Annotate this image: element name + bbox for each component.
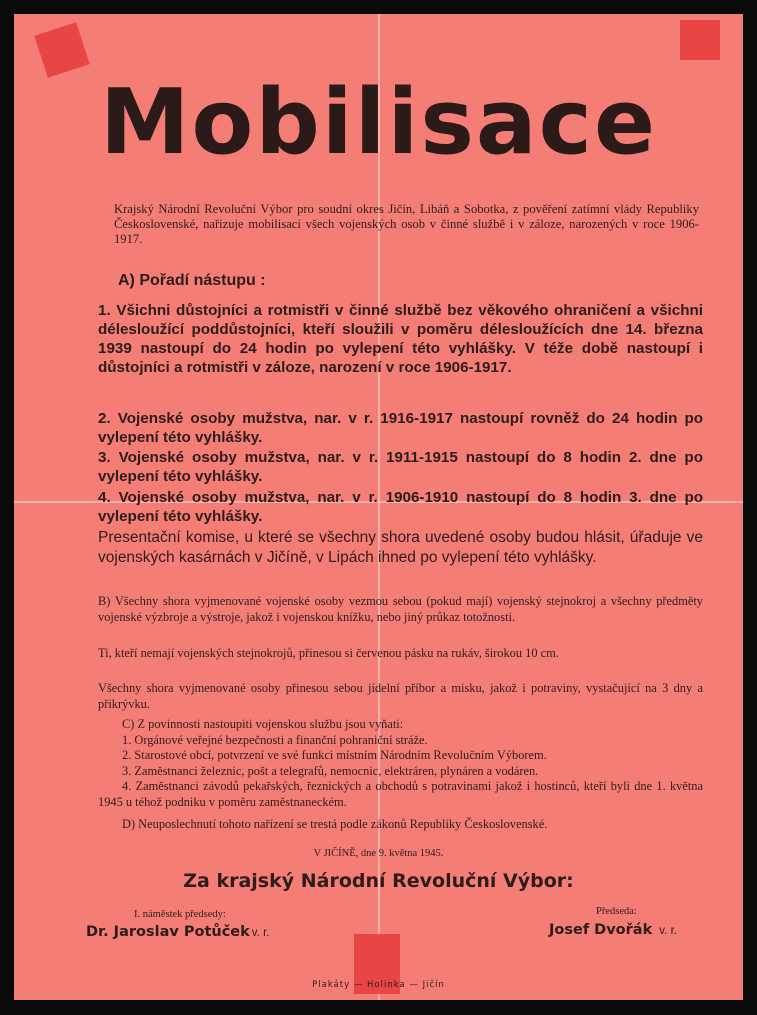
section-c-heading: C) Z povinnosti nastoupiti vojenskou službu jsou vyňati: — [122, 717, 404, 731]
tape-top-right — [680, 20, 720, 60]
right-signatory — [549, 922, 677, 938]
section-c — [98, 717, 703, 810]
item-2: 2. Vojenské osoby mužstva, nar. v r. 1916-1917 nastoupí rovněž do 24 hodin po vylepení této vyhlášky. — [98, 410, 703, 446]
right-signatory-vr: v. r. — [659, 925, 677, 937]
tape-top-left — [34, 22, 89, 77]
committee-heading: Za krajský Národní Revoluční Výbor: — [183, 870, 574, 892]
intro-paragraph: Krajský Národní Revoluční Výbor pro soudní okres Jičín, Libáň a Sobotka, z pověření zatímní vlády Republiky Československé, nařizuje mobilisaci všech vojenských osob v činné službě i v záloze, narozených v roce 1906-1917. — [114, 202, 699, 246]
exemption-1: 1. Orgánové veřejné bezpečnosti a finanční pohraniční stráže. — [122, 732, 428, 747]
item-1: 1. Všichni důstojníci a rotmistři v činné službě bez věkového ohraničení a všichni délesloužící poddůstojníci, kteří sloužili v poměru délesloužících dne 14. března 1939 nastoupí do 24 hodin po vylepení této vyhlášky. V téže době nastoupí i důstojníci a rotmistři v záloze, narození v roce 1906-1917. — [98, 302, 703, 376]
right-signatory-role: Předseda: — [596, 906, 637, 917]
item-3: 3. Vojenské osoby mužstva, nar. v r. 1911-1915 nastoupí do 8 hodin 2. dne po vylepení této vyhlášky. — [98, 449, 703, 485]
item-4: 4. Vojenské osoby mužstva, nar. v r. 1906-1910 nastoupí do 8 hodin 3. dne po vylepení této vyhlášky. — [98, 489, 703, 525]
section-d — [98, 817, 703, 833]
left-signatory-name: Dr. Jaroslav Potůček — [86, 924, 250, 940]
exemption-3: 3. Zaměstnanci železnic, pošt a telegrafů, nemocnic, elektráren, plynáren a vodáren. — [122, 763, 539, 778]
right-signatory-name: Josef Dvořák — [549, 922, 653, 938]
section-a-heading: A) Pořadí nástupu : — [118, 272, 266, 289]
section-d-text: D) Neuposlechnutí tohoto nařízení se trestá podle zákonů Republiky Československé. — [122, 817, 548, 831]
place-date: V JIČÍNĚ, dne 9. května 1945. — [313, 848, 444, 859]
printer-credit: Plakáty — Holinka — Jičín — [312, 980, 445, 990]
presentation-commission: Presentační komise, u které se všechny shora uvedené osoby budou hlásit, úřaduje ve vojenských kasárnách v Jičíně, v Lipách ihned po vylepení této vyhlášky. — [98, 529, 703, 566]
exemption-4: 4. Zaměstnanci závodů pekařských, řeznických a obchodů s potravinami jakož i hostinců, kteří byli dne 1. května 1945 u téhož podniku v poměru zaměstnaneckém. — [98, 779, 703, 809]
left-signatory — [86, 924, 269, 940]
mobilisation-poster — [14, 14, 743, 1000]
left-signatory-vr: v. r. — [251, 927, 270, 939]
red-armband-paragraph: Ti, kteří nemají vojenských stejnokrojů, přinesou si červenou pásku na rukáv, širokou 10 cm. — [98, 646, 559, 660]
poster-title: Mobilisace — [99, 70, 658, 175]
left-signatory-role: I. náměstek předsedy: — [134, 909, 226, 920]
exemption-2: 2. Starostové obcí, potvrzení ve své funkci místním Národním Revolučním Výborem. — [122, 748, 547, 762]
cutlery-paragraph: Všechny shora vyjmenované osoby přinesou sebou jídelní příbor a misku, jakož i potraviny, vystačující na 3 dny a přikrývku. — [98, 681, 703, 711]
section-b: B) Všechny shora vyjmenované vojenské osoby vezmou sebou (pokud mají) vojenský stejnokroj a všechny předměty vojenské výzbroje a výstroje, jakož i vojenskou knížku, nebo jiný průkaz totožnosti. — [98, 594, 703, 624]
